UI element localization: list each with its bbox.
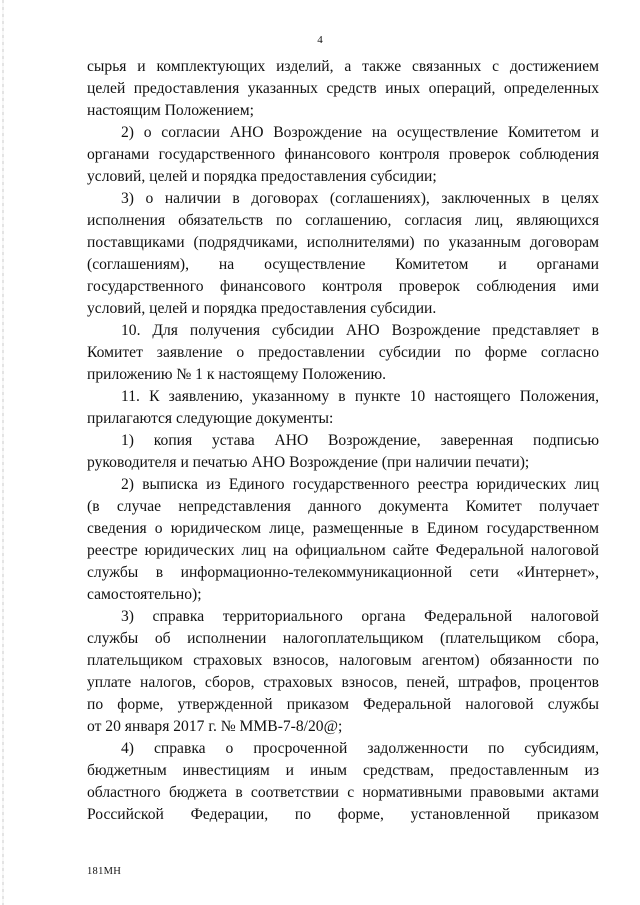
text-line: 3) справка территориального органа Федеральной налоговой <box>121 608 599 625</box>
text-line: 2) выписка из Единого государственного реестра юридических лиц <box>121 476 599 493</box>
text-line: 11. К заявлению, указанному в пункте 10 настоящего Положения, <box>121 388 599 405</box>
text-line: (соглашениям), на осуществление Комитетом и органами <box>87 256 599 273</box>
page-number: 4 <box>317 34 323 46</box>
text-line: Российской Федерации, по форме, установленной приказом <box>87 806 599 823</box>
text-line: руководителя и печатью АНО Возрождение (при наличии печати); <box>87 454 530 471</box>
text-line: настоящим Положением; <box>87 102 254 119</box>
text-line: условий, целей и порядка предоставления субсидии; <box>87 168 437 185</box>
text-line: (в случае непредставления данного документа Комитет получает <box>87 498 599 515</box>
text-line: 10. Для получения субсидии АНО Возрождение представляет в <box>121 322 599 339</box>
text-line: реестре юридических лиц на официальном сайте Федеральной налоговой <box>87 542 599 559</box>
text-line: Комитет заявление о предоставлении субсидии по форме согласно <box>87 344 599 361</box>
scan-edge-shadow <box>2 0 4 905</box>
text-line: сведения о юридическом лице, размещенные в Едином государственном <box>87 520 599 537</box>
text-line: службы об исполнении налогоплательщиком (плательщиком сбора, <box>87 630 599 647</box>
text-line: государственного финансового контроля проверок соблюдения ими <box>87 278 599 295</box>
text-line: сырья и комплектующих изделий, а также связанных с достижением <box>87 58 599 75</box>
text-line: 2) о согласии АНО Возрождение на осуществление Комитетом и <box>121 124 599 141</box>
text-line: самостоятельно); <box>87 586 202 603</box>
text-line: 4) справка о просроченной задолженности по субсидиям, <box>121 740 599 757</box>
text-line: бюджетным инвестициям и иным средствам, предоставленным из <box>87 762 599 779</box>
document-body <box>87 56 599 826</box>
text-line: плательщиком страховых взносов, налоговым агентом) обязанности по <box>87 652 599 669</box>
text-line: 1) копия устава АНО Возрождение, заверенная подписью <box>121 432 599 449</box>
text-line: службы в информационно-телекоммуникационной сети «Интернет», <box>87 564 599 581</box>
text-line: органами государственного финансового контроля проверок соблюдения <box>87 146 599 163</box>
text-line: от 20 января 2017 г. № ММВ-7-8/20@; <box>87 718 343 735</box>
text-line: прилагаются следующие документы: <box>87 410 334 427</box>
text-line: целей предоставления указанных средств иных операций, определенных <box>87 80 599 97</box>
text-line: приложению № 1 к настоящему Положению. <box>87 366 387 383</box>
text-line: условий, целей и порядка предоставления субсидии. <box>87 300 437 317</box>
text-line: областного бюджета в соответствии с нормативными правовыми актами <box>87 784 599 801</box>
text-line: 3) о наличии в договорах (соглашениях), заключенных в целях <box>121 190 599 207</box>
text-line: по форме, утвержденной приказом Федеральной налоговой службы <box>87 696 599 713</box>
text-line: исполнения обязательств по соглашению, согласия лиц, являющихся <box>87 212 599 229</box>
text-line: уплате налогов, сборов, страховых взносов, пеней, штрафов, процентов <box>87 674 599 691</box>
text-line: поставщиками (подрядчиками, исполнителями) по указанным договорам <box>87 234 599 251</box>
footer-document-code: 181МН <box>87 866 122 877</box>
